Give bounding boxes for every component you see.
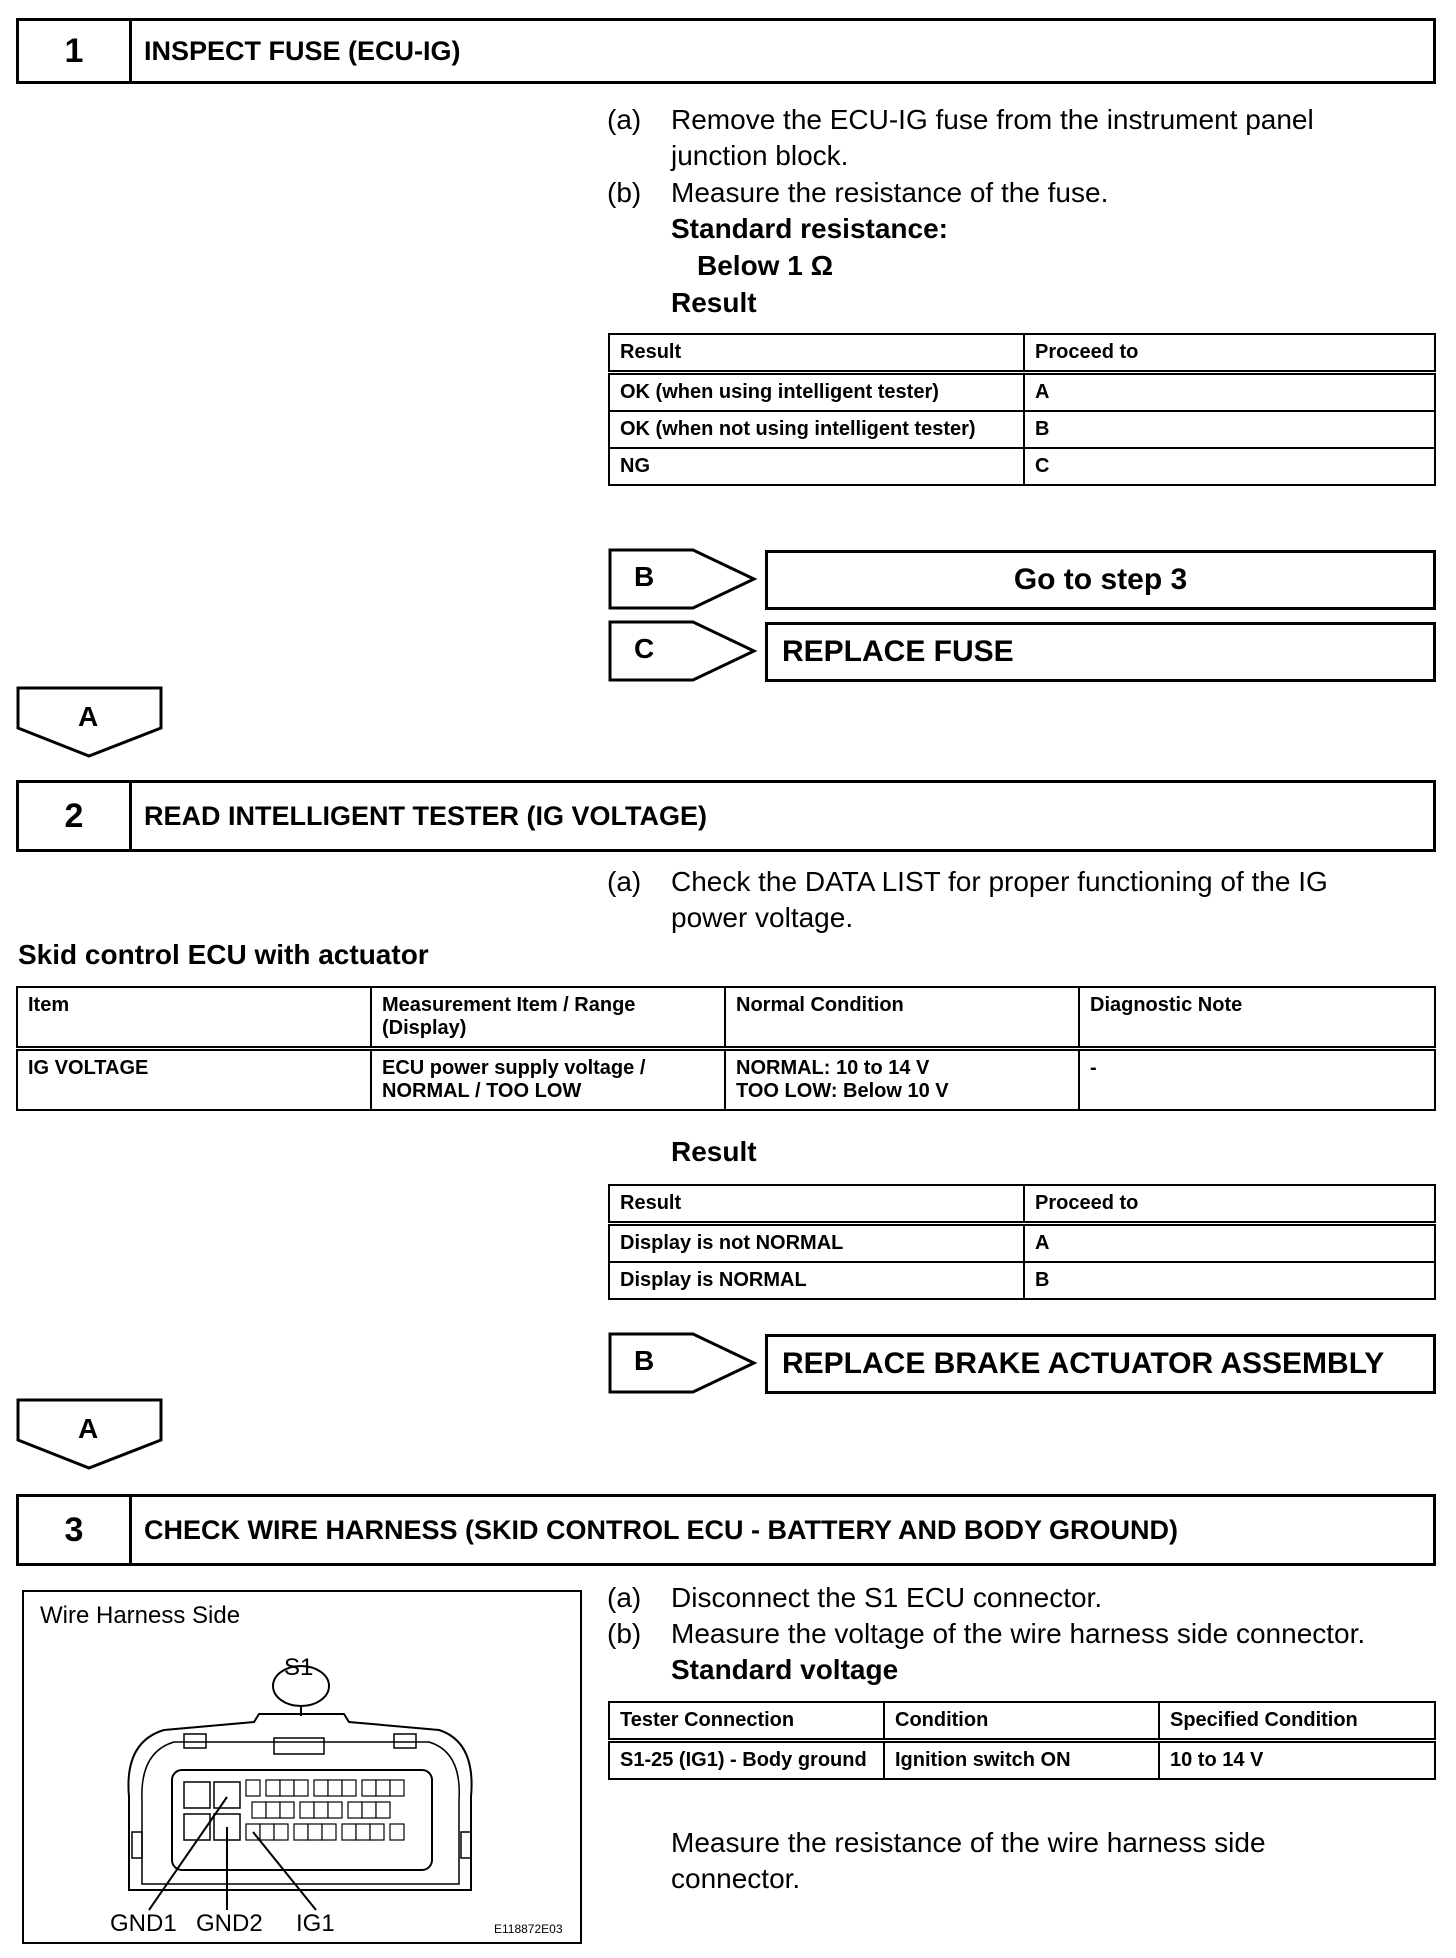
step-2-header xyxy=(16,780,1436,852)
down-arrow-letter: A xyxy=(78,701,99,732)
step-3-header xyxy=(16,1494,1436,1566)
normal-condition-line: TOO LOW: Below 10 V xyxy=(736,1080,949,1102)
figure-code: E118872E03 xyxy=(494,1922,563,1936)
replace-fuse xyxy=(765,622,1436,682)
step-title: CHECK WIRE HARNESS (SKID CONTROL ECU - BATTERY AND BODY GROUND) xyxy=(144,1514,1179,1545)
step-1-header xyxy=(16,18,1436,84)
branch-arrow-icon xyxy=(608,548,758,610)
item-label: (b) xyxy=(607,177,642,208)
header-cell: Proceed to xyxy=(1024,334,1435,373)
proceed-text: REPLACE BRAKE ACTUATOR ASSEMBLY xyxy=(782,1347,1385,1380)
connector-drawing-icon xyxy=(24,1592,580,1942)
table-cell: B xyxy=(1024,411,1435,448)
step-number: 3 xyxy=(19,1497,132,1563)
standard-resistance-value: Below 1 Ω xyxy=(697,250,834,281)
table-cell: ECU power supply voltage / NORMAL / TOO LOW xyxy=(371,1049,725,1111)
table-cell: OK (when not using intelligent tester) xyxy=(609,411,1024,448)
branch-arrow-icon xyxy=(608,620,758,682)
table-cell: NG xyxy=(609,448,1024,485)
step-title: INSPECT FUSE (ECU-IG) xyxy=(144,35,461,66)
table-header-row xyxy=(609,1185,1435,1224)
table-cell: C xyxy=(1024,448,1435,485)
result-label: Result xyxy=(671,287,757,318)
step-1-a xyxy=(607,102,1397,174)
table-cell: Display is NORMAL xyxy=(609,1262,1024,1299)
normal-condition-line: NORMAL: 10 to 14 V xyxy=(736,1057,930,1079)
table-cell: - xyxy=(1079,1049,1435,1111)
table-row xyxy=(609,373,1435,412)
connector-name-label: S1 xyxy=(284,1654,314,1681)
header-cell: Proceed to xyxy=(1024,1185,1435,1224)
table-cell: Ignition switch ON xyxy=(884,1741,1159,1780)
branch-letter: C xyxy=(634,633,655,664)
connector-figure xyxy=(22,1590,582,1944)
figure-title: Wire Harness Side xyxy=(40,1602,241,1629)
step-1-result-table xyxy=(608,333,1436,486)
table-header-row xyxy=(609,334,1435,373)
step-2-a xyxy=(607,864,1397,936)
item-label: (a) xyxy=(607,1582,642,1613)
step-title: READ INTELLIGENT TESTER (IG VOLTAGE) xyxy=(144,800,707,831)
header-cell: Diagnostic Note xyxy=(1079,987,1435,1049)
proceed-text: REPLACE FUSE xyxy=(782,635,1014,668)
result-label: Result xyxy=(671,1136,757,1167)
step-number: 1 xyxy=(19,21,132,81)
item-text: Disconnect the S1 ECU connector. xyxy=(671,1582,1103,1613)
standard-resistance-label: Standard resistance: xyxy=(671,213,948,244)
standard-voltage-label: Standard voltage xyxy=(671,1654,899,1685)
item-label: (a) xyxy=(607,104,642,135)
table-row xyxy=(609,448,1435,485)
header-cell: Specified Condition xyxy=(1159,1702,1435,1741)
step-3-a xyxy=(607,1580,1427,1616)
header-cell: Tester Connection xyxy=(609,1702,884,1741)
data-list-table xyxy=(16,986,1436,1111)
table-cell: Display is not NORMAL xyxy=(609,1224,1024,1263)
table-header-row xyxy=(609,1702,1435,1741)
item-label: (a) xyxy=(607,866,642,897)
table-header-row xyxy=(17,987,1435,1049)
table-cell: S1-25 (IG1) - Body ground xyxy=(609,1741,884,1780)
item-text: Check the DATA LIST for proper functioning of the IG power voltage. xyxy=(671,866,1328,933)
header-cell: Result xyxy=(609,1185,1024,1224)
header-cell: Condition xyxy=(884,1702,1159,1741)
item-text: Remove the ECU-IG fuse from the instrument panel junction block. xyxy=(671,104,1314,171)
table-row xyxy=(609,411,1435,448)
step-2-result-table xyxy=(608,1184,1436,1300)
item-label: (b) xyxy=(607,1618,642,1649)
go-to-step-3[interactable] xyxy=(765,550,1436,610)
branch-letter: B xyxy=(634,561,655,592)
callout-gnd2: GND2 xyxy=(196,1910,263,1937)
header-cell: Measurement Item / Range (Display) xyxy=(371,987,725,1049)
table-cell: A xyxy=(1024,373,1435,412)
table-cell: A xyxy=(1024,1224,1435,1263)
callout-gnd1: GND1 xyxy=(110,1910,177,1937)
table-cell: IG VOLTAGE xyxy=(17,1049,371,1111)
table-row xyxy=(609,1741,1435,1780)
branch-arrow-icon xyxy=(608,1332,758,1394)
standard-voltage-table xyxy=(608,1701,1436,1780)
ecu-subtitle: Skid control ECU with actuator xyxy=(18,939,429,970)
branch-letter: B xyxy=(634,1345,655,1376)
replace-brake-actuator xyxy=(765,1334,1436,1394)
table-row xyxy=(17,1049,1435,1111)
header-cell: Item xyxy=(17,987,371,1049)
proceed-text: Go to step 3 xyxy=(1013,563,1188,596)
step-number: 2 xyxy=(19,783,132,849)
header-cell: Result xyxy=(609,334,1024,373)
step-3-b xyxy=(607,1616,1437,1652)
callout-ig1: IG1 xyxy=(296,1910,335,1937)
trailing-instruction: Measure the resistance of the wire harness side connector. xyxy=(671,1827,1266,1894)
item-text: Measure the resistance of the fuse. xyxy=(671,177,1109,208)
table-cell: B xyxy=(1024,1262,1435,1299)
table-cell xyxy=(725,1049,1079,1111)
table-row xyxy=(609,1262,1435,1299)
step-1-b xyxy=(607,175,1397,211)
table-row xyxy=(609,1224,1435,1263)
down-arrow-letter: A xyxy=(78,1413,99,1444)
table-cell: OK (when using intelligent tester) xyxy=(609,373,1024,412)
header-cell: Normal Condition xyxy=(725,987,1079,1049)
item-text: Measure the voltage of the wire harness side connector. xyxy=(671,1618,1366,1649)
table-cell: 10 to 14 V xyxy=(1159,1741,1435,1780)
